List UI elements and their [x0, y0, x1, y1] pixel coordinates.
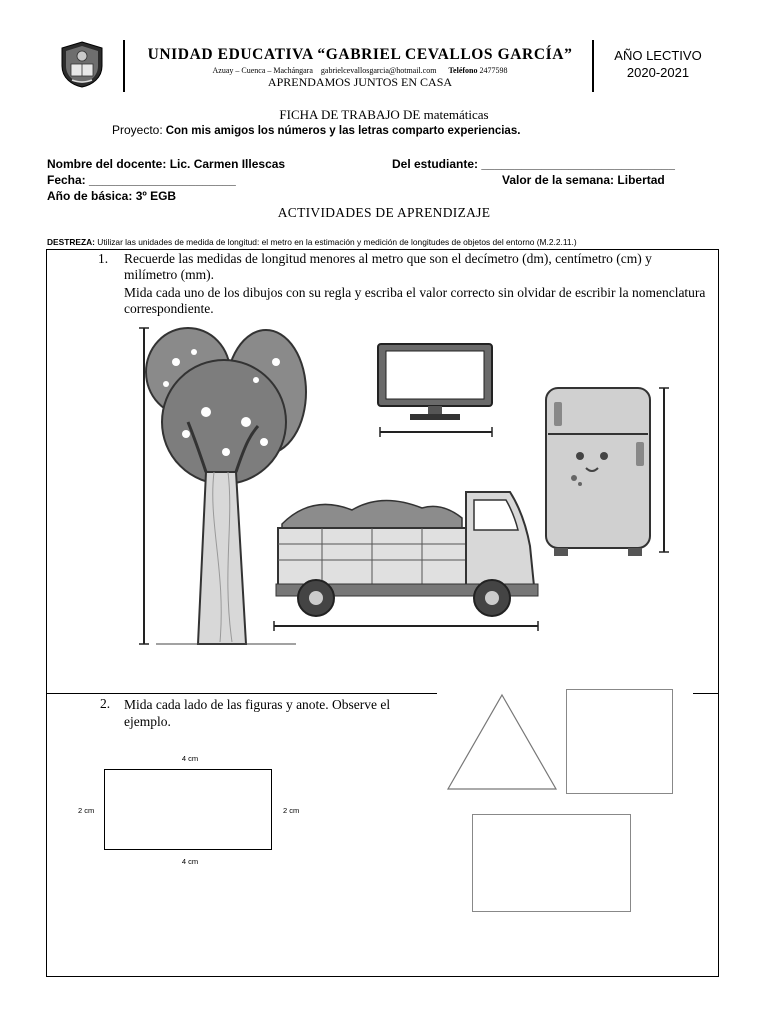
- institution-name: UNIDAD EDUCATIVA “GABRIEL CEVALLOS GARCÍA”: [147, 46, 573, 63]
- student-blank[interactable]: _____________________________: [481, 157, 675, 171]
- teacher-label: Nombre del docente:: [47, 157, 167, 171]
- example-bottom-label: 4 cm: [181, 857, 199, 866]
- value-text: Libertad: [617, 173, 665, 187]
- skill-text: Utilizar las unidades de medida de longitud: el metro en la estimación y medición de longitudes de objetos del entorno (M.2.2.11.): [97, 237, 577, 247]
- example-left-label: 2 cm: [78, 806, 95, 815]
- phone-label: Teléfono: [448, 66, 478, 75]
- sheet-title: [0, 107, 768, 123]
- tv-drawing: [374, 342, 498, 440]
- date-blank[interactable]: ______________________: [89, 173, 236, 187]
- date-line: [47, 173, 236, 187]
- email: gabrielcevallosgarcia@hotmail.com: [320, 66, 437, 75]
- header-divider-right: [592, 40, 594, 92]
- motto: APRENDAMOS JUNTOS EN CASA: [267, 75, 453, 89]
- item2-text: Mida cada lado de las figuras y anote. Observe el ejemplo.: [124, 697, 391, 729]
- student-label: Del estudiante:: [392, 157, 479, 171]
- project-label: Proyecto:: [112, 123, 163, 137]
- example-rectangle: [104, 769, 272, 850]
- section-divider-right: [693, 693, 718, 694]
- square-shape: [566, 689, 673, 794]
- skill-label: DESTREZA:: [47, 237, 95, 247]
- grade-line: [47, 189, 176, 203]
- item1-number: 1.: [98, 251, 109, 266]
- phone: 2477598: [479, 66, 508, 75]
- student-line: [392, 157, 675, 171]
- triangle-shape: [446, 693, 558, 791]
- year-value: 2020-2021: [626, 65, 690, 80]
- teacher-name: Lic. Carmen Illescas: [169, 157, 286, 171]
- project-text: Con mis amigos los números y las letras comparto experiencias.: [165, 125, 521, 137]
- teacher-line: [47, 157, 285, 171]
- item1-line2: Mida cada uno de los dibujos con su regla y escriba el valor correcto sin olvidar de escribir la nomenclatura correspondiente.: [124, 285, 706, 316]
- sheet-title-subject: matemáticas: [423, 107, 489, 122]
- example-top-label: 4 cm: [181, 754, 199, 763]
- sheet-title-caps: FICHA DE TRABAJO DE: [279, 107, 421, 122]
- project-line: [112, 123, 520, 138]
- header-divider-left: [123, 40, 125, 92]
- fridge-drawing: [540, 382, 670, 562]
- value-line: [502, 173, 665, 187]
- item1-line1: Recuerde las medidas de longitud menores al metro que son el decímetro (dm), centímetro (cm) y milímetro (mm).: [124, 251, 652, 282]
- item2-number: 2.: [100, 696, 111, 711]
- school-logo: [58, 40, 106, 88]
- contact-line: [128, 66, 592, 75]
- rectangle-shape: [472, 814, 631, 912]
- year-label: AÑO LECTIVO: [614, 48, 702, 63]
- grade-value: 3º EGB: [135, 189, 177, 203]
- truck-drawing: [272, 484, 542, 632]
- address: Azuay – Cuenca – Machángara: [212, 66, 313, 75]
- skill-line: [47, 237, 577, 247]
- activities-title: ACTIVIDADES DE APRENDIZAJE: [277, 205, 491, 220]
- value-label: Valor de la semana:: [502, 173, 615, 187]
- section-divider-left: [47, 693, 437, 694]
- grade-label: Año de básica:: [47, 189, 133, 203]
- example-right-label: 2 cm: [283, 806, 300, 815]
- date-label: Fecha:: [47, 173, 86, 187]
